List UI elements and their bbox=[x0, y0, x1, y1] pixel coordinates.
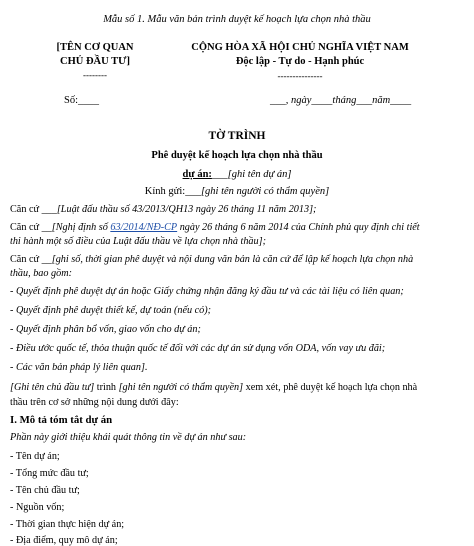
basis-law-text: ___[Luật đấu thầu số 43/2013/QH13 ngày 26 tháng 11 năm 2013]; bbox=[41, 204, 317, 215]
doc-item-2: - Quyết định phê duyệt thiết kế, dự toán (nếu có); bbox=[10, 305, 212, 316]
basis-docs-line1 bbox=[10, 254, 413, 265]
doc-item-5: - Các văn bản pháp lý liên quan]. bbox=[10, 362, 148, 373]
recipient-line bbox=[0, 186, 474, 197]
submission-investor: [Ghi tên chủ đầu tư] bbox=[10, 382, 95, 393]
doc-item-3: - Quyết định phân bổ vốn, giao vốn cho dự án; bbox=[10, 324, 201, 335]
project-info-item-3: - Tên chủ đầu tư; bbox=[10, 485, 80, 496]
agency-separator: -------- bbox=[83, 70, 107, 80]
document-title: TỜ TRÌNH bbox=[208, 130, 266, 142]
agency-name-line2: CHỦ ĐẦU TƯ] bbox=[60, 56, 130, 67]
basis-decree-text-b: ngày 26 tháng 6 năm 2014 của Chính phủ quy định chi tiết bbox=[179, 222, 420, 233]
basis-decree-text-a: __[Nghị định số bbox=[41, 222, 108, 233]
basis-law-prefix: Căn cứ bbox=[10, 204, 40, 215]
document-subtitle: Phê duyệt kế hoạch lựa chọn nhà thầu bbox=[151, 150, 323, 161]
form-caption: Mẫu số 1. Mẫu văn bản trình duyệt kế hoạch lựa chọn nhà thầu bbox=[103, 14, 371, 25]
submission-line1 bbox=[10, 382, 417, 393]
motto: Độc lập - Tự do - Hạnh phúc bbox=[235, 56, 365, 67]
document-number: Số:____ bbox=[64, 95, 100, 106]
motto-separator: --------------- bbox=[277, 71, 323, 81]
submission-verb: trình bbox=[94, 382, 119, 393]
basis-docs-prefix: Căn cứ bbox=[10, 254, 40, 265]
doc-item-4: - Điều ước quốc tế, thỏa thuận quốc tế đối với các dự án sử dụng vốn ODA, vốn vay ưu đãi; bbox=[10, 343, 386, 354]
project-info-item-2: - Tổng mức đầu tư; bbox=[10, 468, 89, 479]
basis-docs-line2: thầu, bao gồm: bbox=[10, 268, 72, 279]
doc-item-1: - Quyết định phê duyệt dự án hoặc Giấy chứng nhận đăng ký đầu tư và các tài liệu có liên quan; bbox=[10, 286, 404, 297]
basis-decree-prefix: Căn cứ bbox=[10, 222, 40, 233]
submission-request: xem xét, phê duyệt kế hoạch lựa chọn nhà bbox=[243, 382, 418, 393]
agency-name-line1: [TÊN CƠ QUAN bbox=[56, 42, 134, 53]
decree-link[interactable]: 63/2014/NĐ-CP bbox=[110, 222, 178, 233]
submission-authority: [ghi tên người có thẩm quyền] bbox=[118, 382, 244, 393]
recipient-label: Kính gửi: bbox=[144, 186, 186, 197]
project-label: dự án: bbox=[182, 169, 212, 180]
project-placeholder: ___[ghi tên dự án] bbox=[211, 169, 292, 180]
project-info-item-1: - Tên dự án; bbox=[10, 451, 60, 462]
project-line bbox=[0, 169, 474, 180]
section-intro: Phần này giới thiệu khái quát thông tin về dự án như sau: bbox=[10, 432, 247, 443]
project-info-item-5: - Thời gian thực hiện dự án; bbox=[10, 519, 125, 530]
recipient-placeholder: ___[ghi tên người có thẩm quyền] bbox=[185, 186, 330, 197]
document-date: ___, ngày____tháng___năm____ bbox=[270, 95, 412, 106]
submission-line2: thầu trên cơ sở những nội dung dưới đây: bbox=[10, 397, 179, 408]
basis-law bbox=[10, 204, 316, 215]
project-info-item-4: - Nguồn vốn; bbox=[10, 502, 65, 513]
basis-decree-line1 bbox=[10, 222, 420, 233]
nation-title: CỘNG HÒA XÃ HỘI CHỦ NGHĨA VIỆT NAM bbox=[191, 42, 409, 53]
project-info-item-6: - Địa điểm, quy mô dự án; bbox=[10, 535, 118, 546]
section-heading: I. Mô tả tóm tắt dự án bbox=[10, 414, 113, 426]
basis-docs-text-a: __[ghi số, thời gian phê duyệt và nội dung văn bản là căn cứ để lập kế hoạch lựa chọn nhà bbox=[41, 254, 414, 265]
basis-decree-line2: thi hành một số điều của Luật đấu thầu về lựa chọn nhà thầu]; bbox=[10, 236, 266, 247]
